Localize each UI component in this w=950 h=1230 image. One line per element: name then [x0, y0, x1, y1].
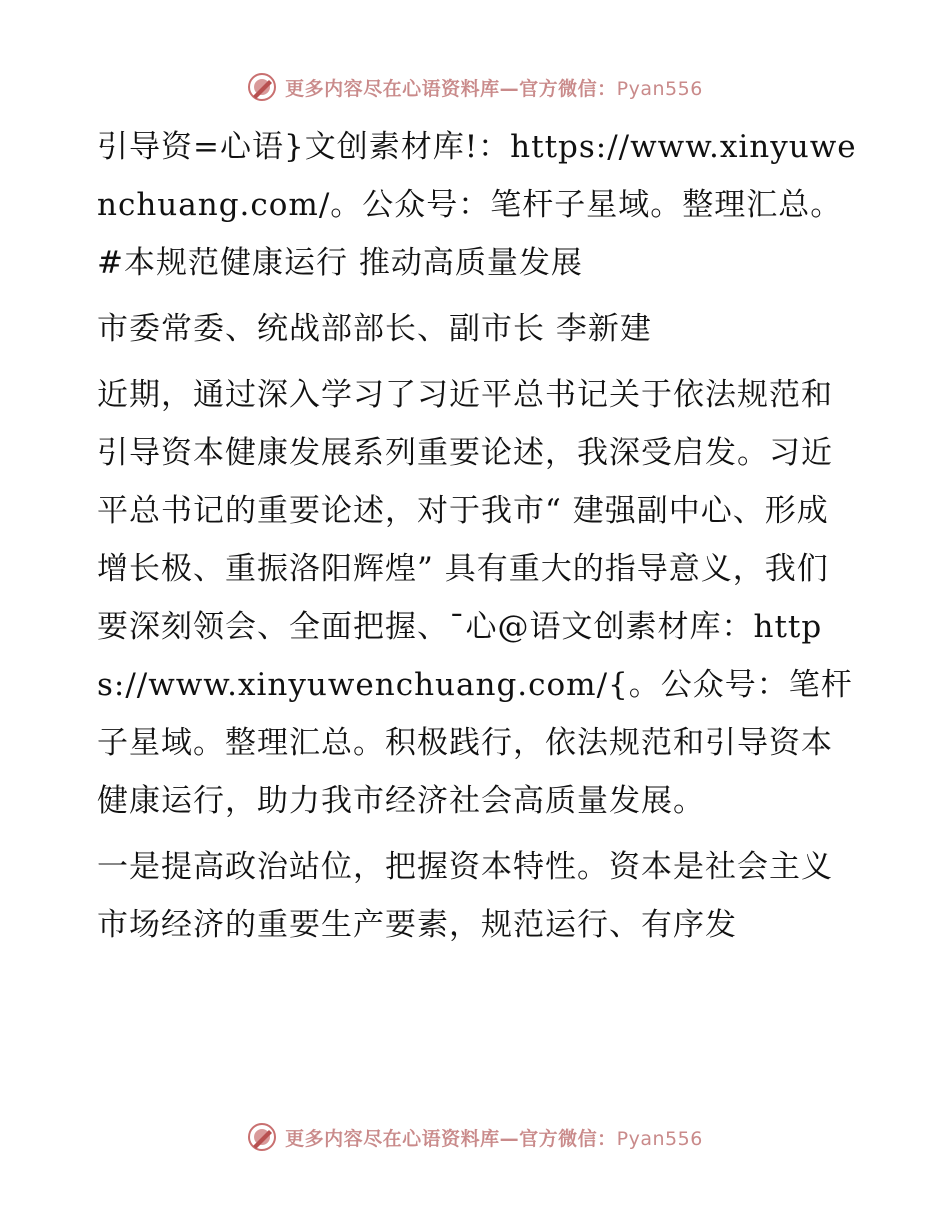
paragraph-4: 一是提高政治站位，把握资本特性。资本是社会主义市场经济的重要生产要素，规范运行、有序发: [97, 849, 833, 943]
watermark-text: 更多内容尽在心语资料库—官方微信：Pyan556: [285, 77, 703, 100]
watermark-header: [0, 72, 950, 102]
pen-logo-icon: [247, 72, 277, 102]
pen-logo-icon: [247, 1122, 277, 1152]
document-body: [97, 118, 857, 962]
author-line: 市委常委、统战部部长、副市长 李新建: [97, 311, 652, 347]
watermark-text: 更多内容尽在心语资料库—官方微信：Pyan556: [285, 1127, 703, 1150]
paragraph-3: 近期，通过深入学习了习近平总书记关于依法规范和引导资本健康发展系列重要论述，我深受启发。习近平总书记的重要论述，对于我市“ 建强副中心、形成增长极、重振洛阳辉煌” 具有重大的指导意义，我们要深刻领会、全面把握、¯心@语文创素材库：https://www.xinyuwenchuang.com/{。公众号：笔杆子星域。整理汇总。积极践行，依法规范和引导资本健康运行，助力我市经济社会高质量发展。: [97, 377, 853, 819]
watermark-footer: [0, 1122, 950, 1152]
paragraph-1: 引导资=心语}文创素材库!：https://www.xinyuwenchuang.com/。公众号：笔杆子星域。整理汇总。#本规范健康运行 推动高质量发展: [97, 129, 857, 281]
